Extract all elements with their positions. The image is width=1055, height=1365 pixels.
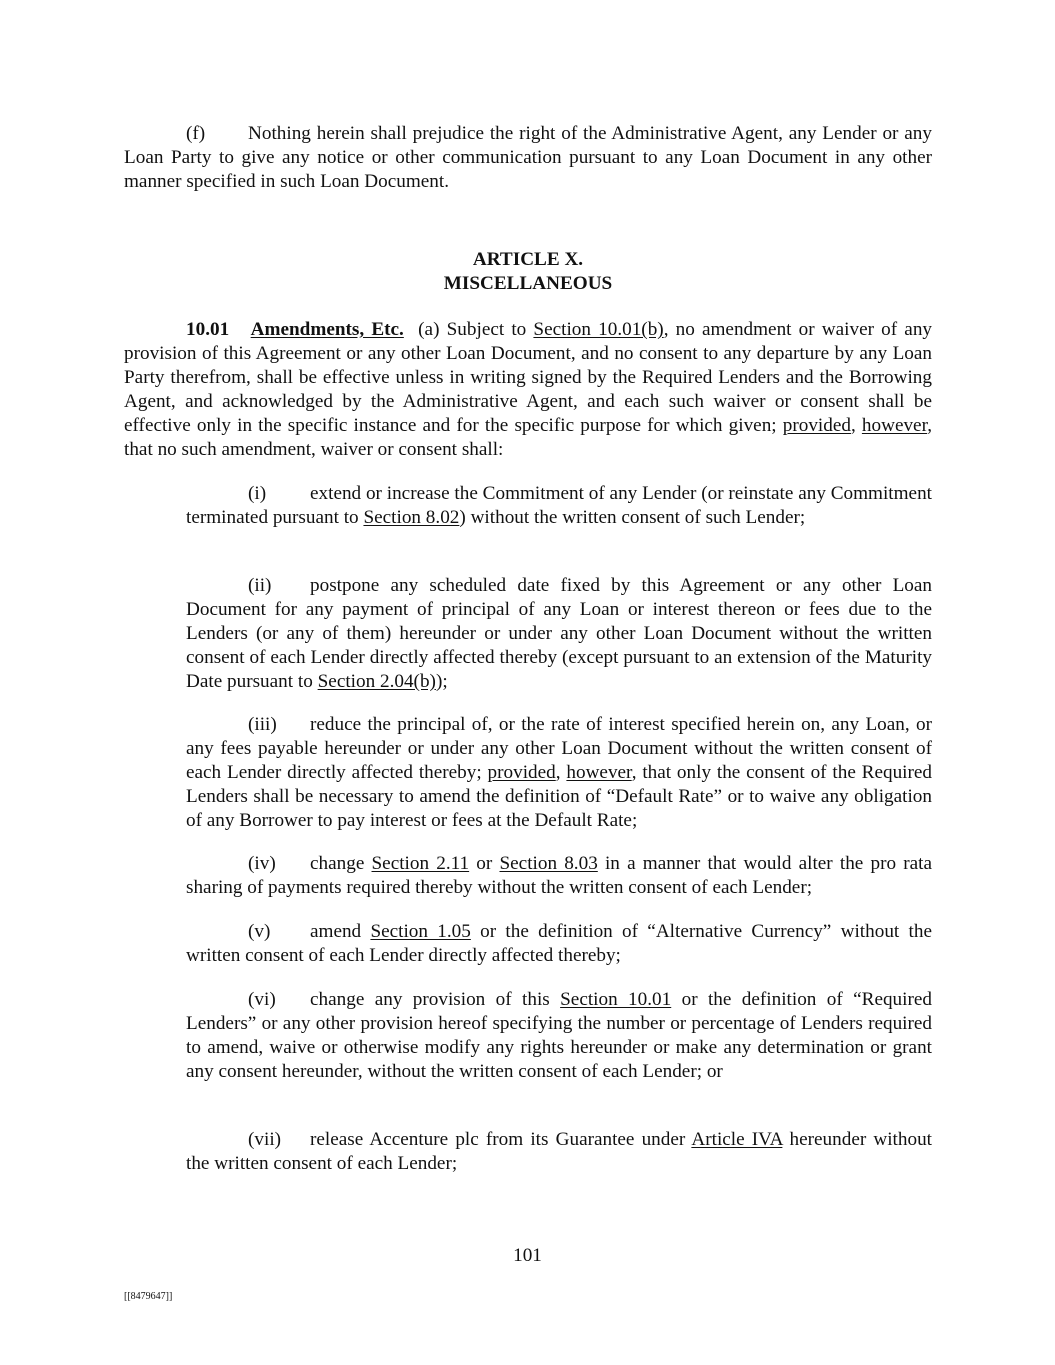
clause-vi xyxy=(186,988,932,1084)
clause-label: (i) xyxy=(248,483,267,504)
cross-reference: Section 2.04(b) xyxy=(317,671,436,692)
text-run: or the definition of “Alternative Currency” without the written consent of each Lender directly affected thereby; xyxy=(186,921,932,966)
cross-reference: provided xyxy=(487,762,556,783)
text-run: , that no such amendment, waiver or consent shall: xyxy=(124,415,932,460)
clause-iii xyxy=(186,713,932,833)
clause-label: (f) xyxy=(186,123,206,144)
clause-label: (ii) xyxy=(248,575,272,596)
text-run: Nothing herein shall prejudice the right of the Administrative Agent, any Lender or any Loan Party to give any notice or other communication pursuant to any Loan Document in any other manner specified in such Loan Document. xyxy=(124,123,932,192)
clause-iv xyxy=(186,852,932,900)
clause-i xyxy=(186,482,932,530)
cross-reference: Section 10.01 xyxy=(560,989,672,1010)
text-run: release Accenture plc from its Guarantee under xyxy=(310,1129,692,1150)
text-run: in a manner that would alter the pro rata sharing of payments required thereby without the written consent of each Lender; xyxy=(186,853,932,898)
text-run: , xyxy=(555,762,567,783)
cross-reference: Section 8.02 xyxy=(363,507,460,528)
paragraph-f xyxy=(124,122,932,194)
article-title: MISCELLANEOUS xyxy=(443,273,613,294)
section-number: 10.01 xyxy=(186,319,230,340)
text-run: postpone any scheduled date fixed by this Agreement or any other Loan Document for any payment of principal of any Loan or interest thereon or fees due to the Lenders (or any of them) hereunder or under any other Loan Document without the written consent of each Lender directly affected thereby (except pursuant to an extension of the Maturity Date pursuant to xyxy=(186,575,932,692)
text-run: , no amendment or waiver of any provision of this Agreement or any other Loan Document, and no consent to any departure by any Loan Party therefrom, shall be effective unless in writing signed by the Required Lenders and the Borrowing Agent, and acknowledged by the Administrative Agent, and each such waiver or consent shall be effective only in the specific instance and for the specific purpose for which given; xyxy=(124,319,933,436)
text-run: extend or increase the Commitment of any Lender (or reinstate any Commitment terminated pursuant to xyxy=(186,483,932,528)
section-heading: Amendments, Etc. xyxy=(250,319,404,340)
clause-v xyxy=(186,920,932,968)
document-id: [[8479647]] xyxy=(124,1291,173,1302)
text-run: amend xyxy=(310,921,371,942)
text-run: reduce the principal of, or the rate of interest specified herein on, any Loan, or any fees payable hereunder or under any other Loan Document without the written consent of each Lender directly affected thereby; xyxy=(186,714,932,783)
cross-reference: Section 10.01(b) xyxy=(533,319,664,340)
text-run: , xyxy=(850,415,862,436)
text-run: ) without the written consent of such Lender; xyxy=(459,507,806,528)
cross-reference: Section 1.05 xyxy=(370,921,471,942)
clause-label: (v) xyxy=(248,921,271,942)
page-number: 101 xyxy=(513,1245,542,1266)
clause-label: (vi) xyxy=(248,989,276,1010)
cross-reference: Section 2.11 xyxy=(371,853,470,874)
text-run: or the definition of “Required Lenders” or any other provision hereof specifying the number or percentage of Lenders required to amend, waive or otherwise modify any rights hereunder or make any determination or grant any consent hereunder, without the written consent of each Lender; or xyxy=(186,989,932,1082)
text-run: , that only the consent of the Required Lenders shall be necessary to amend the definition of “Default Rate” or to waive any obligation of any Borrower to pay interest or fees at the Default Rate; xyxy=(186,762,932,831)
article-number: ARTICLE X. xyxy=(472,249,584,270)
text-run: or xyxy=(469,853,500,874)
cross-reference: provided xyxy=(782,415,851,436)
section-10-01-body xyxy=(124,319,932,460)
section-10-01 xyxy=(124,318,932,462)
clause-ii xyxy=(186,574,932,694)
clause-vii xyxy=(186,1128,932,1176)
text-run: change any provision of this xyxy=(310,989,561,1010)
text-run: change xyxy=(310,853,372,874)
cross-reference: however xyxy=(566,762,632,783)
cross-reference: Article IVA xyxy=(691,1129,783,1150)
clause-label: (vii) xyxy=(248,1129,282,1150)
text-run: (a) Subject to xyxy=(418,319,534,340)
clause-label: (iv) xyxy=(248,853,276,874)
clause-label: (iii) xyxy=(248,714,277,735)
text-run: ); xyxy=(435,671,448,692)
cross-reference: Section 8.03 xyxy=(499,853,598,874)
text-run: hereunder without the written consent of each Lender; xyxy=(186,1129,932,1174)
cross-reference: however xyxy=(861,415,928,436)
